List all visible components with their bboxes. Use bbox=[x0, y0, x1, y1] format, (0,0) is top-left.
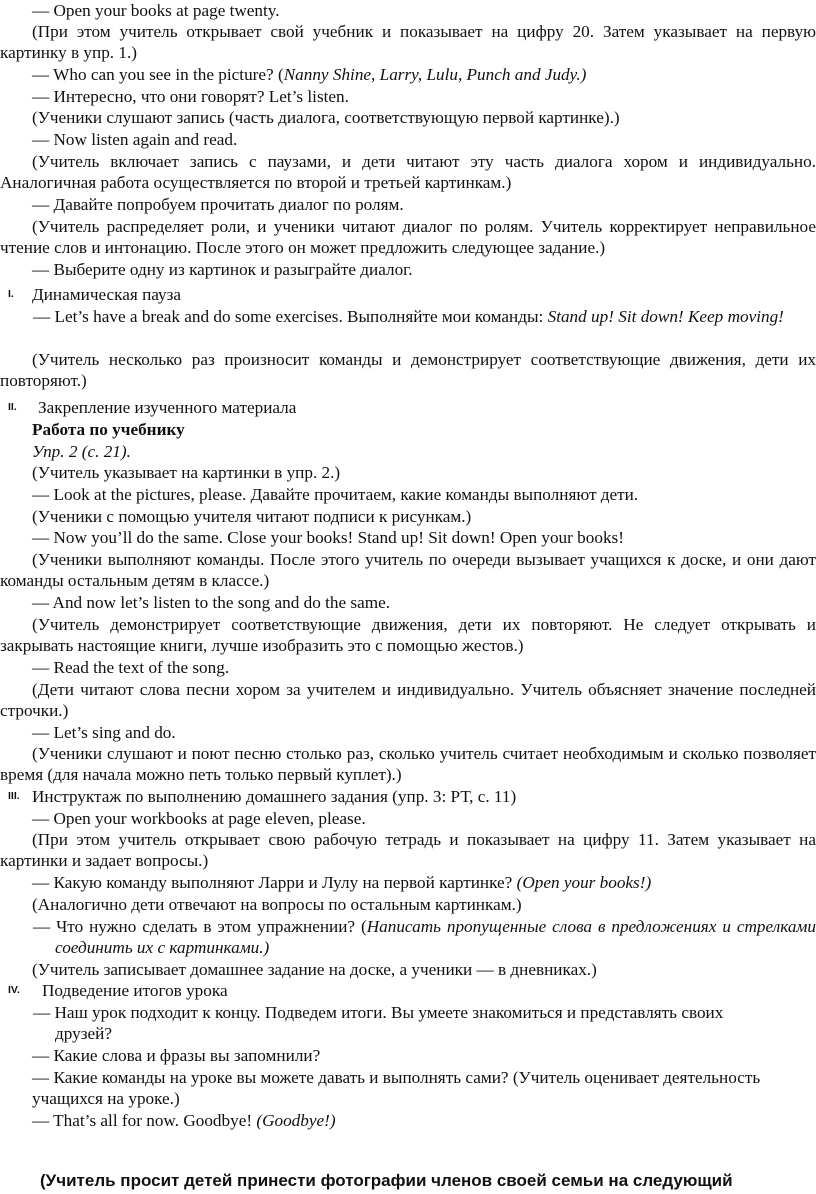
answer-text: (Open your books!) bbox=[516, 873, 652, 892]
text: — Let’s have a break and do some exercises. Выполняйте мои команды: bbox=[33, 307, 548, 326]
paragraph bbox=[0, 872, 816, 893]
section-heading: Закрепление изученного материала bbox=[38, 398, 297, 417]
paragraph: — Какие слова и фразы вы запомнили? bbox=[32, 1046, 321, 1065]
paragraph: — Наш урок подходит к концу. Подведем итоги. Вы умеете знакомиться и представлять своих друзей? bbox=[33, 1003, 724, 1044]
paragraph: — Look at the pictures, please. Давайте прочитаем, какие команды выполняют дети. bbox=[32, 485, 639, 504]
paragraph: — Read the text of the song. bbox=[32, 658, 230, 677]
paragraph: — Let’s sing and do. bbox=[32, 723, 176, 742]
paragraph: (Ученики слушают запись (часть диалога, соответствующую первой картинке).) bbox=[32, 108, 620, 127]
section-number: II. bbox=[8, 401, 17, 413]
paragraph: (Учитель записывает домашнее задание на доске, а ученики — в дневниках.) bbox=[32, 960, 597, 979]
answer-text: Nanny Shine, Larry, Lulu, Punch and Judy.) bbox=[283, 65, 587, 84]
paragraph: (При этом учитель открывает свою рабочую тетрадь и показывает на цифру 11. Затем указывает на картинки и задает вопросы.) bbox=[0, 830, 816, 871]
paragraph: (При этом учитель открывает свой учебник и показывает на цифру 20. Затем указывает на первую картинку в упр. 1.) bbox=[0, 22, 816, 63]
paragraph: (Ученики с помощью учителя читают подписи к рисункам.) bbox=[32, 507, 472, 526]
paragraph: — Open your books at page twenty. bbox=[32, 1, 280, 20]
text: — Who can you see in the picture? ( bbox=[32, 65, 284, 84]
paragraph bbox=[0, 306, 816, 327]
text: — Что нужно сделать в этом упражнении? ( bbox=[33, 917, 367, 936]
paragraph: — And now let’s listen to the song and do the same. bbox=[32, 593, 391, 612]
text: — That’s all for now. Goodbye! bbox=[32, 1111, 257, 1130]
section-number: IV. bbox=[8, 984, 20, 996]
exercise-ref: Упр. 2 (с. 21). bbox=[32, 442, 131, 461]
paragraph: (Учитель несколько раз произносит команды и демонстрирует соответствующие движения, дети их повторяют.) bbox=[0, 350, 816, 391]
section-heading: Динамическая пауза bbox=[32, 285, 182, 304]
paragraph: (Ученики выполняют команды. После этого учитель по очереди вызывает учащихся к доске, и они дают команды остальным детям в классе.) bbox=[0, 550, 816, 591]
paragraph bbox=[0, 1110, 816, 1131]
paragraph bbox=[0, 64, 816, 85]
paragraph: — Open your workbooks at page eleven, please. bbox=[32, 809, 366, 828]
paragraph: — Now listen again and read. bbox=[32, 130, 238, 149]
answer-text: (Goodbye!) bbox=[256, 1111, 336, 1130]
paragraph: (Учитель демонстрирует соответствующие движения, дети их повторяют. Не следует открывать и закрывать настоящие книги, лучше изобразить это с помощью жестов.) bbox=[0, 615, 816, 656]
section-number: I. bbox=[8, 288, 14, 300]
paragraph: (Учитель включает запись с паузами, и дети читают эту часть диалога хором и индивидуально. Аналогичная работа осуществляется по второй и третьей картинкам.) bbox=[0, 152, 816, 193]
paragraph: (Учитель указывает на картинки в упр. 2.) bbox=[32, 463, 341, 482]
section-number: III. bbox=[8, 790, 20, 802]
section-heading: Подведение итогов урока bbox=[42, 981, 228, 1000]
paragraph: — Какие команды на уроке вы можете давать и выполнять сами? (Учитель оценивает деятельность учащихся на уроке.) bbox=[32, 1068, 761, 1109]
paragraph bbox=[0, 916, 816, 959]
paragraph: (Ученики слушают и поют песню столько раз, сколько учитель считает необходимым и сколько позволяет время (для начала можно петь только первый куплет).) bbox=[0, 744, 816, 785]
text: — Какую команду выполняют Ларри и Лулу на первой картинке? bbox=[32, 873, 517, 892]
subheading: Работа по учебнику bbox=[32, 420, 185, 439]
section-heading: Инструктаж по выполнению домашнего задания (упр. 3: РТ, с. 11) bbox=[32, 787, 517, 806]
paragraph: — Выберите одну из картинок и разыграйте диалог. bbox=[32, 260, 413, 279]
commands-text: Stand up! Sit down! Keep moving! bbox=[547, 307, 784, 326]
answer-text: Написать пропущенные слова в предложениях и стрелками соединить их с картинками.) bbox=[55, 917, 816, 958]
bold-note: (Учитель просит детей принести фотографии членов своей семьи на следующий bbox=[40, 1171, 733, 1190]
paragraph: — Now you’ll do the same. Close your books! Stand up! Sit down! Open your books! bbox=[32, 528, 624, 547]
paragraph: (Учитель распределяет роли, и ученики читают диалог по ролям. Учитель корректирует неправильное чтение слов и интонацию. После этого он может предложить следующее задание.) bbox=[0, 217, 816, 258]
paragraph: (Аналогично дети отвечают на вопросы по остальным картинкам.) bbox=[32, 895, 522, 914]
paragraph: (Дети читают слова песни хором за учителем и индивидуально. Учитель объясняет значение последней строчки.) bbox=[0, 680, 816, 721]
paragraph: — Давайте попробуем прочитать диалог по ролям. bbox=[32, 195, 404, 214]
paragraph: — Интересно, что они говорят? Let’s listen. bbox=[32, 87, 349, 106]
